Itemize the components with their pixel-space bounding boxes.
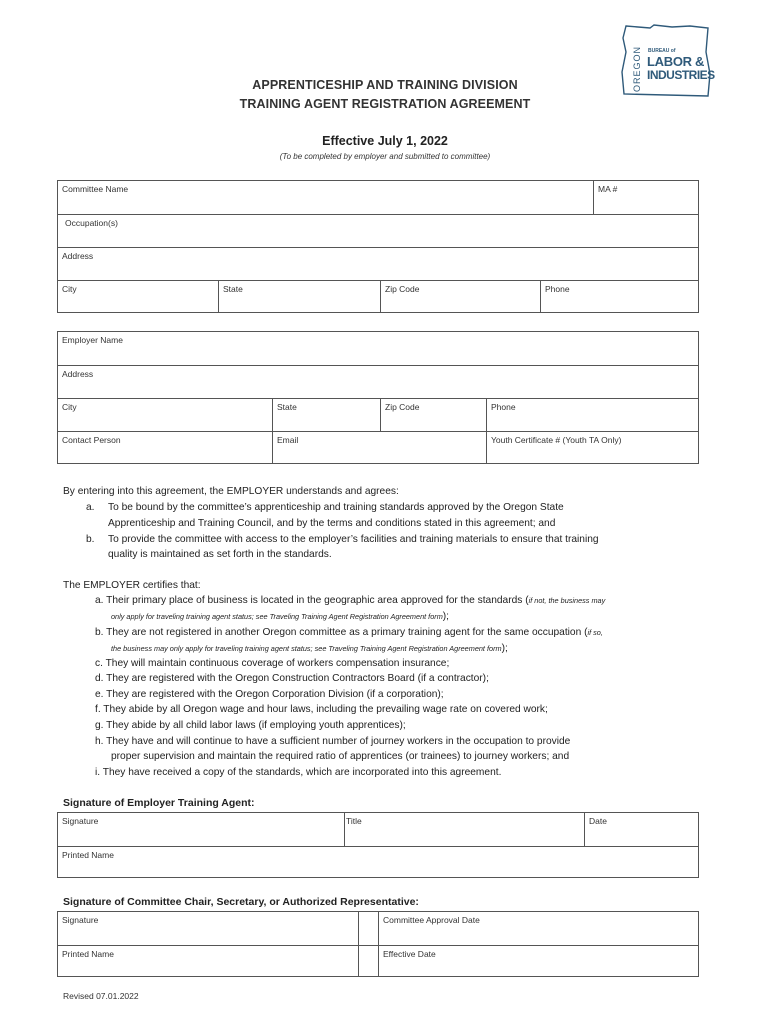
certifies-h-line2: proper supervision and maintain the required ratio of apprentices (or trainees) to journey workers; and (111, 751, 570, 762)
agreement-a-marker: a. (86, 502, 95, 513)
employer-phone-field[interactable] (486, 398, 699, 431)
agreement-b-marker: b. (86, 534, 95, 545)
signature-label: Signature (62, 816, 99, 826)
certifies-a-cont (111, 609, 449, 625)
city-label: City (62, 402, 77, 412)
committee-approval-date-field[interactable] (378, 912, 699, 945)
committee-phone-field[interactable] (540, 280, 699, 313)
committee-printed-name-field[interactable] (58, 945, 358, 977)
certifies-b-text: b. They are not registered in another Oregon committee as a primary training agent for the same occupation ( (95, 627, 588, 638)
certifies-b-end: ); (501, 643, 508, 654)
committee-name-label: Committee Name (62, 184, 129, 194)
logo-line1: LABOR & (647, 54, 705, 69)
committee-name-field[interactable] (58, 181, 593, 214)
signature-gap (358, 912, 378, 945)
occupation-field[interactable] (58, 214, 699, 247)
employer-city-field[interactable] (58, 398, 272, 431)
title-label: Title (346, 816, 362, 826)
state-label: State (223, 284, 243, 294)
zip-label: Zip Code (385, 284, 420, 294)
address-label: Address (62, 369, 94, 379)
address-label: Address (62, 251, 94, 261)
youth-certificate-field[interactable] (486, 431, 699, 464)
logo-line2: INDUSTRIES (647, 68, 715, 82)
certifies-h-line1: h. They have and will continue to have a sufficient number of journey workers in the occupation to provide (95, 736, 571, 747)
phone-label: Phone (491, 402, 516, 412)
employer-address-field[interactable] (58, 365, 699, 398)
employer-printed-name-field[interactable] (58, 846, 699, 878)
logo-state: OREGON (632, 45, 642, 92)
employer-name-field[interactable] (58, 332, 699, 365)
certifies-intro: The EMPLOYER certifies that: (63, 580, 201, 591)
certifies-g: g. They abide by all child labor laws (if employing youth apprentices); (95, 720, 406, 731)
ma-number-field[interactable] (593, 181, 699, 214)
employer-signature-table (57, 812, 699, 878)
employer-title-field[interactable] (344, 813, 584, 846)
certifies-d: d. They are registered with the Oregon Construction Contractors Board (if a contractor); (95, 673, 489, 684)
employer-signature-heading: Signature of Employer Training Agent: (63, 797, 255, 809)
logo-small: BUREAU of (648, 48, 676, 54)
employer-state-field[interactable] (272, 398, 380, 431)
contact-person-field[interactable] (58, 431, 272, 464)
email-label: Email (277, 435, 299, 445)
date-label: Date (589, 816, 607, 826)
state-label: State (277, 402, 297, 412)
committee-city-field[interactable] (58, 280, 218, 313)
committee-table (57, 180, 699, 313)
signature-gap (358, 945, 378, 977)
committee-signature-heading: Signature of Committee Chair, Secretary, or Authorized Representative: (63, 896, 419, 908)
certifies-b (95, 625, 603, 641)
certifies-b-cont (111, 641, 508, 657)
revised-date: Revised 07.01.2022 (63, 991, 139, 1001)
city-label: City (62, 284, 77, 294)
youth-certificate-label: Youth Certificate # (Youth TA Only) (491, 435, 622, 445)
committee-zip-field[interactable] (380, 280, 540, 313)
approval-date-label: Committee Approval Date (383, 915, 480, 925)
title-line2: TRAINING AGENT REGISTRATION AGREEMENT (239, 97, 531, 111)
effective-date-field[interactable] (378, 945, 699, 977)
employer-date-field[interactable] (584, 813, 699, 846)
signature-label: Signature (62, 915, 99, 925)
ma-label: MA # (598, 184, 618, 194)
title-line1: APPRENTICESHIP AND TRAINING DIVISION (252, 78, 518, 92)
agreement-intro: By entering into this agreement, the EMPLOYER understands and agrees: (63, 486, 399, 497)
certifies-a-note: if not, the business may (528, 596, 606, 605)
occupation-label: Occupation(s) (65, 218, 118, 228)
certifies-a-note2: only apply for traveling training agent status; see Traveling Training Agent Registration Agreement form (111, 612, 443, 621)
certifies-c: c. They will maintain continuous coverage of workers compensation insurance; (95, 658, 450, 669)
phone-label: Phone (545, 284, 570, 294)
zip-label: Zip Code (385, 402, 420, 412)
certifies-a-end: ); (442, 611, 450, 622)
certifies-i: i. They have received a copy of the standards, which are incorporated into this agreement. (95, 767, 502, 778)
contact-person-label: Contact Person (62, 435, 121, 445)
employer-zip-field[interactable] (380, 398, 486, 431)
certifies-b-note: if so, (587, 628, 603, 637)
certifies-a-text: a. Their primary place of business is located in the geographic area approved for the standards ( (95, 595, 529, 606)
effective-date-heading: Effective July 1, 2022 (322, 134, 448, 148)
committee-signature-field[interactable] (58, 912, 358, 945)
agreement-a-line2: Apprenticeship and Training Council, and by the terms and conditions stated in this agreement; and (108, 518, 556, 529)
printed-name-label: Printed Name (62, 850, 114, 860)
certifies-a (95, 593, 605, 609)
effective-date-label: Effective Date (383, 949, 436, 959)
agreement-b-line2: quality is maintained as set forth in the standards. (108, 549, 332, 560)
employer-table (57, 331, 699, 464)
printed-name-label: Printed Name (62, 949, 114, 959)
agreement-a-line1: To be bound by the committee’s apprenticeship and training standards approved by the Oregon State (108, 502, 564, 513)
agreement-b-line1: To provide the committee with access to the employer’s facilities and training materials to ensure that training (108, 534, 599, 545)
committee-state-field[interactable] (218, 280, 380, 313)
committee-address-field[interactable] (58, 247, 699, 280)
employer-signature-field[interactable] (58, 813, 344, 846)
employer-name-label: Employer Name (62, 335, 123, 345)
certifies-b-note2: the business may only apply for traveling training agent status; see Traveling Training Agent Registration Agreement form (111, 644, 502, 653)
committee-signature-table (57, 911, 699, 977)
certifies-e: e. They are registered with the Oregon Corporation Division (if a corporation); (95, 689, 444, 700)
subtitle: (To be completed by employer and submitted to committee) (279, 152, 491, 161)
email-field[interactable] (272, 431, 486, 464)
certifies-f: f. They abide by all Oregon wage and hour laws, including the prevailing wage rate on covered work; (95, 704, 548, 715)
